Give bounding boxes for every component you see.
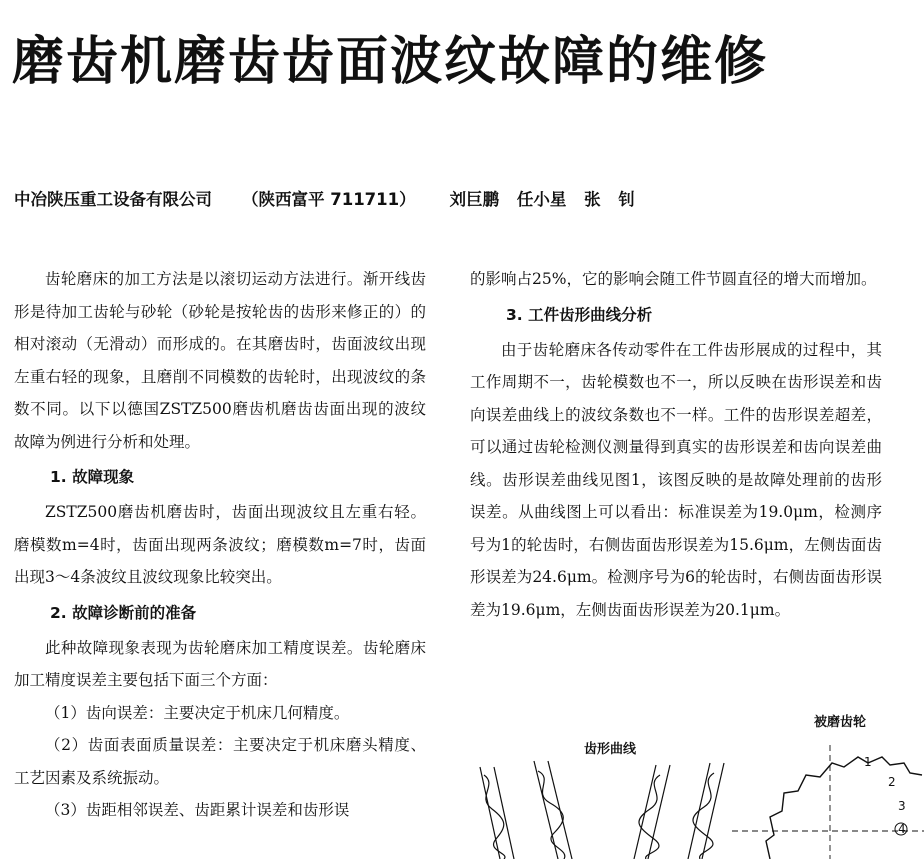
figure-1 [470,705,924,859]
location: （陕西富平 711711） [242,190,416,209]
profile-strip-2 [534,761,572,859]
section-heading-2: 2. 故障诊断前的准备 [50,603,197,622]
right-column [470,263,882,626]
author-line [14,188,635,212]
gear-outline [732,745,924,859]
intro-paragraph: 齿轮磨床的加工方法是以滚切运动方法进行。渐开线齿形是待加工齿轮与砂轮（砂轮是按轮齿的齿形来修正的）的相对滚动（无滑动）而形成的。在其磨齿时，齿面波纹出现左重右轻的现象，且磨削不同模数的齿轮时，出现波纹的条数不同。以下以德国ZSTZ500磨齿机磨齿齿面出现的波纹故障为例进行分析和处理。 [14,270,426,451]
gear-label: 被磨齿轮 [814,715,867,730]
continued-paragraph: 的影响占25%，它的影响会随工件节圆直径的增大而增加。 [470,270,877,288]
profile-strip-1 [480,767,514,859]
tooth-number-4: 4 [898,822,906,836]
affiliation: 中冶陕压重工设备有限公司 [14,190,212,209]
authors: 刘巨鹏 任小星 张 钊 [449,190,635,209]
section-2-paragraph: 此种故障现象表现为齿轮磨床加工精度误差。齿轮磨床加工精度误差主要包括下面三个方面： [14,638,426,689]
section-3-paragraph: 由于齿轮磨床各传动零件在工件齿形展成的过程中，其工作周期不一，齿轮模数也不一，所以反映在齿形误差和齿向误差曲线上的波纹条数也不一样。工件的齿形误差超差，可以通过齿轮检测仪测量得到真实的齿形误差和齿向误差曲线。齿形误差曲线见图1，该图反映的是故障处理前的齿形误差。从曲线图上可以看出：标准误差为19.0μm，检测序号为1的轮齿时，右侧齿面齿形误差为15.6μm，左侧齿面齿形误差为24.6μm。检测序号为6的轮齿时，右侧齿面齿形误差为19.6μm，左侧齿面齿形误差为20.1μm。 [470,340,882,619]
tooth-number-3: 3 [898,799,906,813]
tooth-number-1: 1 [864,755,872,769]
list-item-1: （1）齿向误差：主要决定于机床几何精度。 [45,703,350,722]
section-heading-1: 1. 故障现象 [50,468,135,486]
list-item-3: （3）齿距相邻误差、齿距累计误差和齿形误 [45,801,350,819]
profile-curves [480,761,724,859]
profile-strip-4 [688,763,724,859]
section-heading-3: 3. 工件齿形曲线分析 [506,305,653,324]
curve-label: 齿形曲线 [584,742,637,757]
left-column [14,263,426,827]
article-title: 磨齿机磨齿齿面波纹故障的维修 [12,32,769,92]
section-1-paragraph: ZSTZ500磨齿机磨齿时，齿面出现波纹且左重右轻。磨模数m=4时，齿面出现两条波纹；磨模数m=7时，齿面出现3～4条波纹且波纹现象比较突出。 [14,503,426,586]
list-item-2: （2）齿面表面质量误差：主要决定于机床磨头精度、工艺因素及系统振动。 [14,736,426,787]
tooth-number-2: 2 [888,775,896,789]
profile-strip-3 [634,765,670,859]
